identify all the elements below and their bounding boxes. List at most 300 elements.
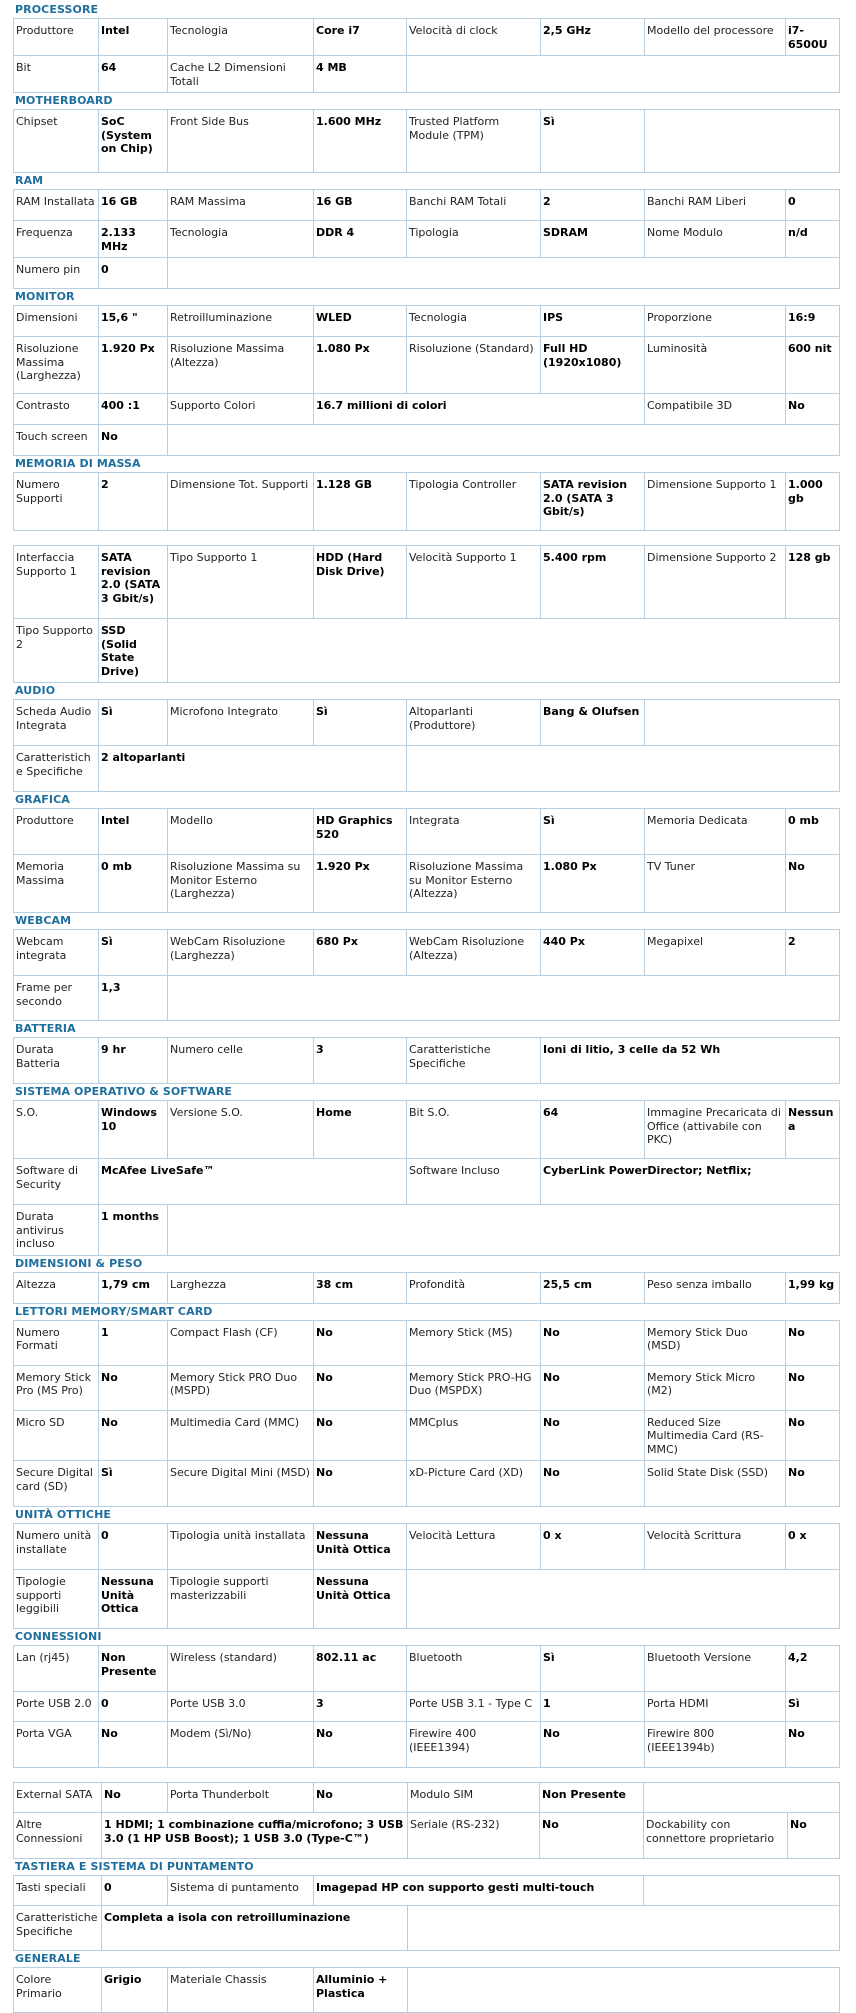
table-row bbox=[14, 258, 840, 289]
spec-value: 1.600 MHz bbox=[314, 110, 407, 173]
spec-label: Solid State Disk (SSD) bbox=[645, 1461, 786, 1507]
spec-value: No bbox=[99, 1722, 168, 1768]
empty-cell bbox=[168, 425, 840, 456]
table-row bbox=[14, 221, 840, 258]
spec-label: Produttore bbox=[14, 19, 99, 56]
spec-value: No bbox=[541, 1722, 645, 1768]
spec-label: Integrata bbox=[407, 809, 541, 855]
spec-value: 802.11 ac bbox=[314, 1646, 407, 1692]
spec-value: Sì bbox=[541, 110, 645, 173]
spec-value: Nessuna Unità Ottica bbox=[314, 1524, 407, 1570]
spec-value: Intel bbox=[99, 809, 168, 855]
empty-cell bbox=[645, 110, 840, 173]
spec-label: Tipologia bbox=[407, 221, 541, 258]
spec-table bbox=[13, 109, 840, 173]
table-row bbox=[14, 1272, 840, 1303]
spec-table bbox=[13, 808, 840, 913]
spec-label: Software di Security bbox=[14, 1159, 99, 1205]
spec-value: CyberLink PowerDirector; Netflix; bbox=[541, 1159, 840, 1205]
spec-label: Dimensione Tot. Supporti bbox=[168, 473, 314, 531]
spec-value: 3 bbox=[314, 1038, 407, 1084]
empty-cell bbox=[168, 619, 840, 683]
spec-value: No bbox=[786, 1410, 840, 1461]
spec-label: Sistema di puntamento bbox=[168, 1876, 314, 1906]
spec-label: Velocità Supporto 1 bbox=[407, 546, 541, 619]
spec-value: No bbox=[786, 1365, 840, 1410]
spec-value: Completa a isola con retroilluminazione bbox=[102, 1906, 408, 1951]
spec-value: 1 HDMI; 1 combinazione cuffia/microfono; 3 USB 3.0 (1 HP USB Boost); 1 USB 3.0 (Type-C™) bbox=[102, 1813, 408, 1859]
spec-label: Contrasto bbox=[14, 394, 99, 425]
spec-label: External SATA bbox=[14, 1783, 102, 1813]
spec-value: 1 months bbox=[99, 1205, 168, 1256]
spec-table bbox=[13, 1272, 840, 1304]
spec-label: Software Incluso bbox=[407, 1159, 541, 1205]
table-row bbox=[14, 1365, 840, 1410]
spec-value: SATA revision 2.0 (SATA 3 Gbit/s) bbox=[99, 546, 168, 619]
spec-label: Memory Stick Duo (MSD) bbox=[645, 1320, 786, 1365]
spec-label: Microfono Integrato bbox=[168, 700, 314, 746]
spec-label: Tecnologia bbox=[407, 306, 541, 337]
table-row bbox=[14, 619, 840, 683]
spec-value: 2 bbox=[541, 190, 645, 221]
table-row bbox=[14, 110, 840, 173]
spec-value: No bbox=[314, 1722, 407, 1768]
spec-value: No bbox=[99, 1410, 168, 1461]
spec-value: Sì bbox=[314, 700, 407, 746]
spec-table bbox=[13, 1100, 840, 1256]
empty-cell bbox=[407, 1570, 840, 1629]
table-row bbox=[14, 976, 840, 1021]
spec-label: Memory Stick Pro (MS Pro) bbox=[14, 1365, 99, 1410]
spec-value: 15,6 " bbox=[99, 306, 168, 337]
table-row bbox=[14, 1101, 840, 1159]
spec-value: 0 mb bbox=[99, 855, 168, 913]
table-row bbox=[14, 19, 840, 56]
spec-value: No bbox=[314, 1783, 408, 1813]
spec-value: 0 bbox=[99, 1692, 168, 1722]
spec-label: Caratteristiche Specifiche bbox=[407, 1038, 541, 1084]
spec-label: Tecnologia bbox=[168, 221, 314, 258]
spec-value: Grigio bbox=[102, 1968, 168, 2013]
spec-value: 1 bbox=[541, 1692, 645, 1722]
empty-cell bbox=[645, 700, 840, 746]
spec-table bbox=[13, 545, 840, 683]
spec-value: 38 cm bbox=[314, 1272, 407, 1303]
spec-value: Windows 10 bbox=[99, 1101, 168, 1159]
spec-value: No bbox=[786, 1461, 840, 1507]
spec-label: Retroilluminazione bbox=[168, 306, 314, 337]
spec-value: No bbox=[786, 1722, 840, 1768]
table-row bbox=[14, 337, 840, 394]
spec-value: 16:9 bbox=[786, 306, 840, 337]
spec-label: Dockability con connettore proprietario bbox=[644, 1813, 788, 1859]
spec-label: Bluetooth Versione bbox=[645, 1646, 786, 1692]
spec-value: DDR 4 bbox=[314, 221, 407, 258]
spec-label: Compatibile 3D bbox=[645, 394, 786, 425]
spec-label: Tecnologia bbox=[168, 19, 314, 56]
spec-value: No bbox=[314, 1365, 407, 1410]
spec-label: Risoluzione Massima (Altezza) bbox=[168, 337, 314, 394]
spec-label: WebCam Risoluzione (Larghezza) bbox=[168, 930, 314, 976]
table-row bbox=[14, 1906, 840, 1951]
spec-value: No bbox=[786, 1320, 840, 1365]
spec-label: Produttore bbox=[14, 809, 99, 855]
spec-value: 2,5 GHz bbox=[541, 19, 645, 56]
spec-label: Tasti speciali bbox=[14, 1876, 102, 1906]
spec-label: Proporzione bbox=[645, 306, 786, 337]
spec-label: Velocità di clock bbox=[407, 19, 541, 56]
table-row bbox=[14, 1410, 840, 1461]
spec-value: SDRAM bbox=[541, 221, 645, 258]
spec-label: Caratteristiche Specifiche bbox=[14, 746, 99, 792]
spec-table bbox=[13, 472, 840, 531]
spec-label: Porte USB 2.0 bbox=[14, 1692, 99, 1722]
spec-label: Webcam integrata bbox=[14, 930, 99, 976]
spec-label: Modulo SIM bbox=[408, 1783, 540, 1813]
spec-label: Porta HDMI bbox=[645, 1692, 786, 1722]
spec-table bbox=[13, 18, 840, 93]
section-title: RAM bbox=[15, 174, 44, 187]
section-title: AUDIO bbox=[15, 684, 56, 697]
empty-cell bbox=[408, 1906, 840, 1951]
spec-value: No bbox=[99, 1365, 168, 1410]
spec-table bbox=[13, 1037, 840, 1084]
section-title: DIMENSIONI & PESO bbox=[15, 1256, 143, 1270]
spec-value: Non Presente bbox=[540, 1783, 644, 1813]
spec-value: Non Presente bbox=[99, 1646, 168, 1692]
section-title: LETTORI MEMORY/SMART CARD bbox=[15, 1304, 213, 1318]
spec-label: xD-Picture Card (XD) bbox=[407, 1461, 541, 1507]
spec-value: Sì bbox=[541, 1646, 645, 1692]
spec-table bbox=[13, 1875, 840, 1951]
spec-label: Seriale (RS-232) bbox=[408, 1813, 540, 1859]
table-row bbox=[14, 1813, 840, 1859]
spec-value: 1,79 cm bbox=[99, 1272, 168, 1303]
spec-value: 1.080 Px bbox=[314, 337, 407, 394]
table-row bbox=[14, 809, 840, 855]
spec-label: Memory Stick Micro (M2) bbox=[645, 1365, 786, 1410]
spec-value: 400 :1 bbox=[99, 394, 168, 425]
table-row bbox=[14, 700, 840, 746]
spec-value: 4 MB bbox=[314, 56, 407, 93]
spec-value: No bbox=[541, 1320, 645, 1365]
spec-label: Bit bbox=[14, 56, 99, 93]
spec-label: Scheda Audio Integrata bbox=[14, 700, 99, 746]
spec-value: Sì bbox=[99, 700, 168, 746]
section-title: UNITÀ OTTICHE bbox=[15, 1508, 112, 1521]
spec-value: 440 Px bbox=[541, 930, 645, 976]
empty-cell bbox=[168, 976, 840, 1021]
spec-value: No bbox=[786, 394, 840, 425]
spec-label: Chipset bbox=[14, 110, 99, 173]
spec-label: Velocità Lettura bbox=[407, 1524, 541, 1570]
spec-label: Secure Digital card (SD) bbox=[14, 1461, 99, 1507]
spec-label: Caratteristiche Specifiche bbox=[14, 1906, 102, 1951]
spec-label: Altre Connessioni bbox=[14, 1813, 102, 1859]
spec-value: 1,99 kg bbox=[786, 1272, 840, 1303]
spec-label: Dimensione Supporto 2 bbox=[645, 546, 786, 619]
table-row bbox=[14, 546, 840, 619]
table-row bbox=[14, 746, 840, 792]
table-row bbox=[14, 1876, 840, 1906]
spec-label: Numero celle bbox=[168, 1038, 314, 1084]
empty-cell bbox=[644, 1783, 840, 1813]
spec-label: Numero Formati bbox=[14, 1320, 99, 1365]
spec-sheet bbox=[13, 2, 839, 2013]
spec-label: Altoparlanti (Produttore) bbox=[407, 700, 541, 746]
spec-value: Nessuna bbox=[786, 1101, 840, 1159]
spec-value: Sì bbox=[786, 1692, 840, 1722]
spec-label: Modello bbox=[168, 809, 314, 855]
table-row bbox=[14, 1783, 840, 1813]
spec-label: S.O. bbox=[14, 1101, 99, 1159]
spec-value: Sì bbox=[541, 809, 645, 855]
spec-value: Imagepad HP con supporto gesti multi-touch bbox=[314, 1876, 644, 1906]
empty-cell bbox=[168, 1205, 840, 1256]
spec-label: Frequenza bbox=[14, 221, 99, 258]
spec-table bbox=[13, 1782, 840, 1859]
spec-value: No bbox=[314, 1410, 407, 1461]
spec-value: No bbox=[314, 1320, 407, 1365]
spec-label: Porte USB 3.0 bbox=[168, 1692, 314, 1722]
spec-value: No bbox=[541, 1365, 645, 1410]
section-title: CONNESSIONI bbox=[15, 1630, 102, 1643]
spec-value: Alluminio + Plastica bbox=[314, 1968, 408, 2013]
spec-table bbox=[13, 1967, 840, 2013]
spec-value: 1,3 bbox=[99, 976, 168, 1021]
spec-value: 2.133 MHz bbox=[99, 221, 168, 258]
spec-label: Front Side Bus bbox=[168, 110, 314, 173]
spec-value: Bang & Olufsen bbox=[541, 700, 645, 746]
spec-value: 16 GB bbox=[99, 190, 168, 221]
spec-label: Risoluzione Massima (Larghezza) bbox=[14, 337, 99, 394]
section-title: WEBCAM bbox=[15, 914, 72, 927]
spec-value: 0 bbox=[102, 1876, 168, 1906]
section-title: GENERALE bbox=[15, 1952, 81, 1965]
table-gap bbox=[13, 531, 839, 545]
spec-table bbox=[13, 305, 840, 456]
spec-label: Touch screen bbox=[14, 425, 99, 456]
table-row bbox=[14, 1968, 840, 2013]
spec-label: Modello del processore bbox=[645, 19, 786, 56]
spec-label: Modem (Sì/No) bbox=[168, 1722, 314, 1768]
spec-value: Full HD (1920x1080) bbox=[541, 337, 645, 394]
spec-table bbox=[13, 189, 840, 289]
spec-value: 64 bbox=[541, 1101, 645, 1159]
table-row bbox=[14, 1570, 840, 1629]
spec-value: 1.128 GB bbox=[314, 473, 407, 531]
spec-label: Tipologia Controller bbox=[407, 473, 541, 531]
spec-label: RAM Massima bbox=[168, 190, 314, 221]
spec-value: 9 hr bbox=[99, 1038, 168, 1084]
empty-cell bbox=[644, 1876, 840, 1906]
spec-label: TV Tuner bbox=[645, 855, 786, 913]
spec-label: Colore Primario bbox=[14, 1968, 102, 2013]
spec-value: 2 altoparlanti bbox=[99, 746, 407, 792]
spec-label: Secure Digital Mini (MSD) bbox=[168, 1461, 314, 1507]
spec-value: Intel bbox=[99, 19, 168, 56]
spec-value: Home bbox=[314, 1101, 407, 1159]
spec-table bbox=[13, 1523, 840, 1629]
spec-value: 3 bbox=[314, 1692, 407, 1722]
spec-value: 1 bbox=[99, 1320, 168, 1365]
table-row bbox=[14, 425, 840, 456]
spec-value: Nessuna Unità Ottica bbox=[99, 1570, 168, 1629]
spec-value: No bbox=[541, 1461, 645, 1507]
spec-value: Sì bbox=[99, 930, 168, 976]
section-title: PROCESSORE bbox=[15, 3, 99, 16]
spec-value: Sì bbox=[99, 1461, 168, 1507]
spec-label: Dimensione Supporto 1 bbox=[645, 473, 786, 531]
spec-value: 128 gb bbox=[786, 546, 840, 619]
spec-value: No bbox=[540, 1813, 644, 1859]
table-row bbox=[14, 1038, 840, 1084]
spec-label: Altezza bbox=[14, 1272, 99, 1303]
spec-value: No bbox=[786, 855, 840, 913]
spec-label: Durata Batteria bbox=[14, 1038, 99, 1084]
spec-label: MMCplus bbox=[407, 1410, 541, 1461]
spec-value: 1.920 Px bbox=[314, 855, 407, 913]
table-row bbox=[14, 1320, 840, 1365]
spec-value: 1.000 gb bbox=[786, 473, 840, 531]
spec-value: 16 GB bbox=[314, 190, 407, 221]
spec-value: 0 bbox=[99, 1524, 168, 1570]
spec-value: SATA revision 2.0 (SATA 3 Gbit/s) bbox=[541, 473, 645, 531]
spec-label: Risoluzione Massima su Monitor Esterno (Altezza) bbox=[407, 855, 541, 913]
spec-value: McAfee LiveSafe™ bbox=[99, 1159, 407, 1205]
spec-label: Larghezza bbox=[168, 1272, 314, 1303]
spec-label: Tipologie supporti masterizzabili bbox=[168, 1570, 314, 1629]
spec-value: No bbox=[314, 1461, 407, 1507]
empty-cell bbox=[408, 1968, 840, 2013]
spec-label: Firewire 400 (IEEE1394) bbox=[407, 1722, 541, 1768]
empty-cell bbox=[407, 56, 840, 93]
table-row bbox=[14, 473, 840, 531]
spec-label: RAM Installata bbox=[14, 190, 99, 221]
spec-value: Core i7 bbox=[314, 19, 407, 56]
table-row bbox=[14, 1646, 840, 1692]
spec-value: 16.7 millioni di colori bbox=[314, 394, 645, 425]
spec-label: Velocità Scrittura bbox=[645, 1524, 786, 1570]
spec-value: No bbox=[541, 1410, 645, 1461]
spec-label: Porta Thunderbolt bbox=[168, 1783, 314, 1813]
spec-label: Tipologia unità installata bbox=[168, 1524, 314, 1570]
spec-label: Profondità bbox=[407, 1272, 541, 1303]
spec-label: Memory Stick PRO-HG Duo (MSPDX) bbox=[407, 1365, 541, 1410]
spec-value: 25,5 cm bbox=[541, 1272, 645, 1303]
table-row bbox=[14, 1159, 840, 1205]
spec-value: SoC (System on Chip) bbox=[99, 110, 168, 173]
section-title: TASTIERA E SISTEMA DI PUNTAMENTO bbox=[15, 1860, 254, 1873]
spec-label: Supporto Colori bbox=[168, 394, 314, 425]
section-title: MOTHERBOARD bbox=[15, 94, 113, 107]
spec-label: Tipo Supporto 2 bbox=[14, 619, 99, 683]
spec-label: Firewire 800 (IEEE1394b) bbox=[645, 1722, 786, 1768]
spec-value: 0 x bbox=[541, 1524, 645, 1570]
table-gap bbox=[13, 1768, 839, 1782]
spec-table bbox=[13, 1645, 840, 1768]
spec-label: Risoluzione Massima su Monitor Esterno (Larghezza) bbox=[168, 855, 314, 913]
table-row bbox=[14, 1524, 840, 1570]
section-title: MONITOR bbox=[15, 290, 75, 303]
spec-value: 0 bbox=[99, 258, 168, 289]
empty-cell bbox=[407, 746, 840, 792]
spec-value: n/d bbox=[786, 221, 840, 258]
spec-value: 600 nit bbox=[786, 337, 840, 394]
spec-label: Memory Stick PRO Duo (MSPD) bbox=[168, 1365, 314, 1410]
spec-table bbox=[13, 1320, 840, 1508]
table-row bbox=[14, 930, 840, 976]
spec-label: Multimedia Card (MMC) bbox=[168, 1410, 314, 1461]
spec-value: i7-6500U bbox=[786, 19, 840, 56]
spec-label: Durata antivirus incluso bbox=[14, 1205, 99, 1256]
spec-value: No bbox=[99, 425, 168, 456]
section-title: MEMORIA DI MASSA bbox=[15, 457, 141, 470]
table-row bbox=[14, 190, 840, 221]
table-row bbox=[14, 1722, 840, 1768]
spec-label: Megapixel bbox=[645, 930, 786, 976]
spec-label: Risoluzione (Standard) bbox=[407, 337, 541, 394]
spec-label: Cache L2 Dimensioni Totali bbox=[168, 56, 314, 93]
spec-label: Porte USB 3.1 - Type C bbox=[407, 1692, 541, 1722]
spec-label: Peso senza imballo bbox=[645, 1272, 786, 1303]
spec-value: No bbox=[102, 1783, 168, 1813]
section-title: SISTEMA OPERATIVO & SOFTWARE bbox=[15, 1085, 233, 1098]
spec-value: 680 Px bbox=[314, 930, 407, 976]
spec-value: HDD (Hard Disk Drive) bbox=[314, 546, 407, 619]
spec-label: Memory Stick (MS) bbox=[407, 1320, 541, 1365]
spec-label: Compact Flash (CF) bbox=[168, 1320, 314, 1365]
spec-label: Trusted Platform Module (TPM) bbox=[407, 110, 541, 173]
spec-value: 2 bbox=[786, 930, 840, 976]
empty-cell bbox=[168, 258, 840, 289]
spec-table bbox=[13, 929, 840, 1021]
spec-label: Numero pin bbox=[14, 258, 99, 289]
spec-value: 4,2 bbox=[786, 1646, 840, 1692]
table-row bbox=[14, 1692, 840, 1722]
spec-label: Memoria Dedicata bbox=[645, 809, 786, 855]
spec-label: Numero unità installate bbox=[14, 1524, 99, 1570]
spec-label: Tipo Supporto 1 bbox=[168, 546, 314, 619]
section-title: GRAFICA bbox=[15, 793, 70, 806]
spec-label: Materiale Chassis bbox=[168, 1968, 314, 2013]
spec-label: Numero Supporti bbox=[14, 473, 99, 531]
spec-value: 5.400 rpm bbox=[541, 546, 645, 619]
spec-label: Bluetooth bbox=[407, 1646, 541, 1692]
spec-value: 0 bbox=[786, 190, 840, 221]
spec-value: IPS bbox=[541, 306, 645, 337]
spec-label: Frame per secondo bbox=[14, 976, 99, 1021]
spec-value: 2 bbox=[99, 473, 168, 531]
spec-label: Interfaccia Supporto 1 bbox=[14, 546, 99, 619]
spec-value: No bbox=[788, 1813, 840, 1859]
spec-value: 1.080 Px bbox=[541, 855, 645, 913]
table-row bbox=[14, 306, 840, 337]
table-row bbox=[14, 56, 840, 93]
spec-value: HD Graphics 520 bbox=[314, 809, 407, 855]
spec-value: Ioni di litio, 3 celle da 52 Wh bbox=[541, 1038, 840, 1084]
spec-value: 1.920 Px bbox=[99, 337, 168, 394]
spec-label: Luminosità bbox=[645, 337, 786, 394]
table-row bbox=[14, 855, 840, 913]
spec-label: Bit S.O. bbox=[407, 1101, 541, 1159]
spec-value: WLED bbox=[314, 306, 407, 337]
spec-label: Nome Modulo bbox=[645, 221, 786, 258]
spec-label: Tipologie supporti leggibili bbox=[14, 1570, 99, 1629]
spec-table bbox=[13, 699, 840, 792]
table-row bbox=[14, 1205, 840, 1256]
spec-label: Porta VGA bbox=[14, 1722, 99, 1768]
